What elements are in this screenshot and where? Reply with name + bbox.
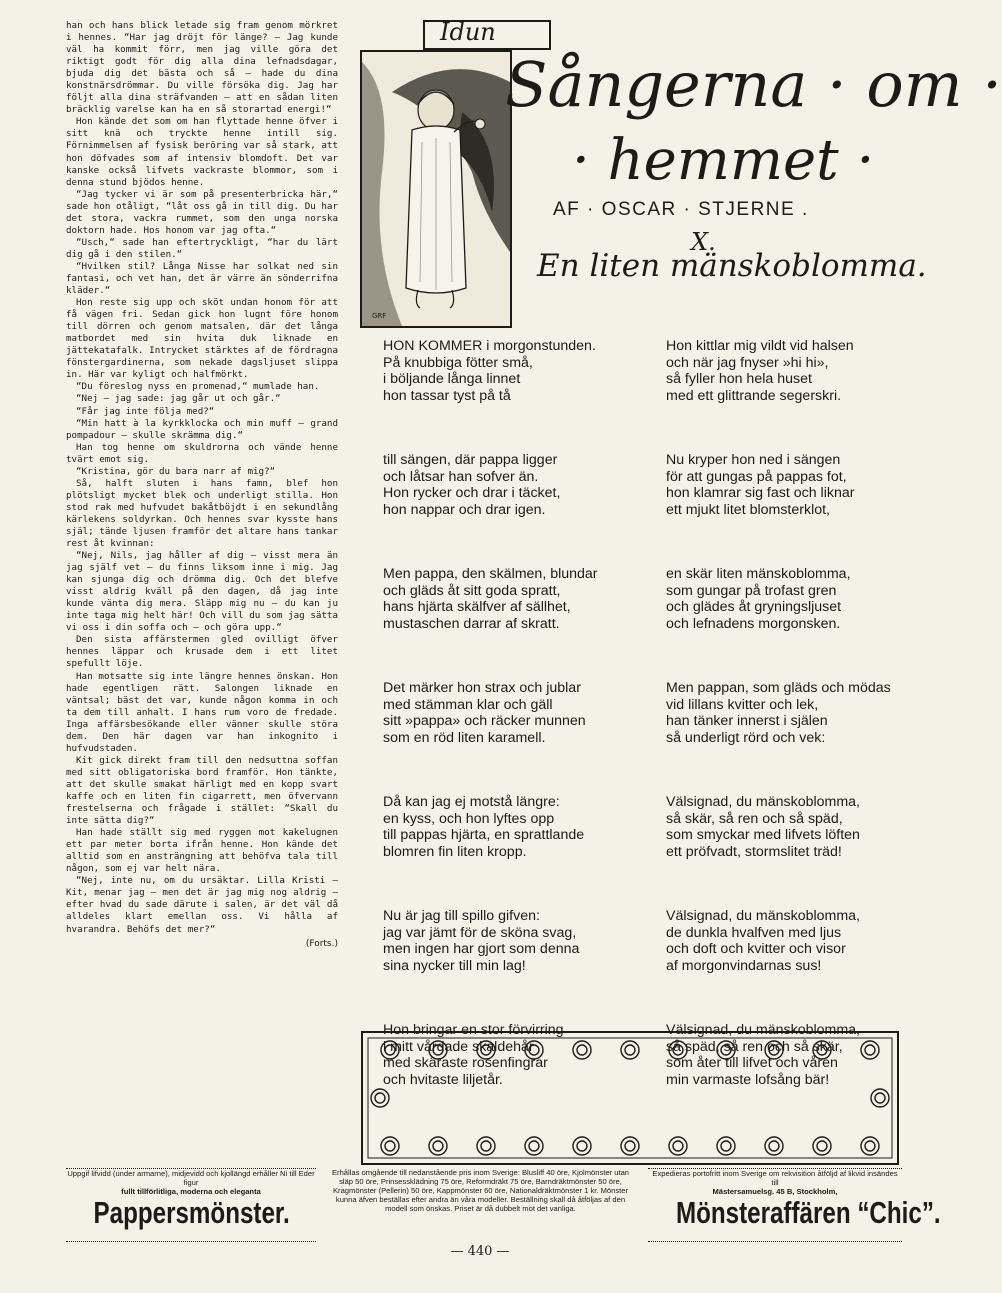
poem-line: Men pappa, den skälmen, blundar (383, 566, 598, 582)
poem-stanza (383, 908, 653, 974)
ad-left-tagline: fullt tillförlitliga, moderna och eleganta (121, 1187, 261, 1196)
poem-line: med skärastе rosenfingrar (383, 1055, 548, 1072)
story-paragraph: Den sista affärstermen gled ovilligt öfver hennes läppar och krusade dem i ett litet spefullt löje. (66, 634, 338, 670)
poem-line: hon nappar och drar igen. (383, 501, 546, 518)
poem-line: med stämman klar och gäll (383, 696, 553, 713)
story-paragraph: han och hans blick letade sig fram genom mörkret i hennes. “Har jag dröjt för länge? — Jag kunde väl ha kommit förr, men jag ville göra det riktigt godt för dig alla dina lefnadsdagar, bjuda dig det bästa och så — hade du dina konstnärsdrömmar. Du ville försöka dig. Jag har följt alla dina sträfvanden — att en sådan liten bräcklig varelse kan ha en så storartad energi!“ (66, 20, 338, 116)
poem-line: vid lillans kvitter och lek, (666, 696, 819, 713)
poem-line: men ingen har gjort som denna (383, 941, 580, 958)
poem-stanza (666, 452, 936, 518)
poem-line: han tänker innerst i själen (666, 713, 828, 730)
poem-line: ett mjukt litet blomsterklot, (666, 501, 830, 518)
poem-line: Nu kryper hon ned i sängen (666, 452, 841, 468)
poem-stanza (383, 566, 653, 632)
floral-border-ornament (360, 1030, 900, 1166)
author-line: AF · OSCAR · STJERNE . (553, 199, 809, 220)
poem-line: Hon kittlar mig vildt vid halsen (666, 338, 854, 354)
poem-line: Det märker hon strax och jublar (383, 680, 581, 696)
poem-line: Välsignad, du mänskoblomma, (666, 1022, 860, 1038)
poem-line: och gläds åt sitt goda spratt, (383, 582, 561, 599)
page-number: — 440 — (450, 1244, 510, 1259)
poem-line: af morgonvindarnas sus! (666, 957, 822, 974)
poem-line: min varmaste lofsång bär! (666, 1071, 830, 1088)
poem-line: till pappas hjärta, en sprattlande (383, 827, 585, 844)
poem-line: så späd, så ren och så skär, (666, 1038, 843, 1055)
story-paragraph: Hon reste sig upp och sköt undan honom för att få vägen fri. Sedan gick hon lugnt före honom till dörren och genom matsalen, där det långa matbordet med sin hvita duk liknade en jättekatafalk. Intrycket stärktes af de fördragna fönstergardinerna, som nekade dagsljuset slippa in. Här var kyligt och halfmörkt. (66, 297, 338, 381)
ad-right-address: Mästersamuelsg. 45 B, Stockholm, (712, 1187, 838, 1196)
poem-line: hon tassar tyst på tå (383, 387, 511, 404)
poem-line: hon klamrar sig fast och liknar (666, 485, 855, 502)
poem-line: de dunkla hvalfven med ljus (666, 924, 842, 941)
story-paragraph: “Hvilken stil? Långa Nisse har solkat ned sin fantasi, och vet han, det är värre än sönderrifna kläder.“ (66, 260, 338, 297)
poem-line: På knubbiga fötter små, (383, 354, 533, 371)
story-paragraph: Han tog henne om skuldrorna och vände henne tvärt emot sig. (66, 441, 338, 465)
poem-line: hans hjärta skälfver af sällhet, (383, 599, 571, 616)
poem-line: en kyss, och hon lyftes opp (383, 810, 555, 827)
poem-stanza (383, 338, 653, 404)
poem-line: som gungar på trofast gren (666, 582, 837, 599)
poem-line: Hon rycker och drar i täcket, (383, 485, 561, 502)
story-paragraph: “Min hatt à la kyrkklocka och min muff — grand pompadour — skulle skrämma dig.“ (66, 417, 338, 441)
poem-line: och när jag fnyser »hi hi», (666, 354, 829, 371)
poem-stanza (666, 680, 936, 746)
poem-line: och lefnadens morgonsken. (666, 615, 841, 632)
story-paragraph: “Usch,“ sade han eftertryckligt, “har du lärt dig gå i den stilen.“ (66, 236, 338, 260)
poem-line: så underligt rörd och vek: (666, 729, 826, 746)
story-paragraph: “Nej, inte nu, om du ursäktar. Lilla Kristi — Kit, menar jag — men det är jag mig nog aldrig — efter hvad du sade därute i salen, är det väl då alldeles klart emellan oss. Vi hålla af hvarandra. Behöfs det mer?“ (66, 875, 338, 935)
poem-line: Nu är jag till spillo gifven: (383, 908, 540, 924)
poem-stanza (666, 908, 936, 974)
poem-line: som smyckar med lifvets löften (666, 827, 860, 844)
ad-right-fineprint: Expedieras portofritt inom Sverige om rekvisition åtföljd af likvid insändes till (652, 1169, 898, 1187)
story-paragraph: “Nej — jag sade: jag går ut och går.“ (76, 393, 281, 405)
poem-line: mustaschen darrar af skratt. (383, 615, 560, 632)
poem-line: HON KOMMER i morgonstunden. (383, 338, 596, 354)
poem-line: Välsignad, du mänskoblomma, (666, 908, 860, 924)
ad-right-brand: Mönsteraffären “Chic”. (675, 1195, 941, 1230)
poem-line: en skär liten mänskoblomma, (666, 566, 851, 582)
ad-left-brand: Pappersmönster. (93, 1195, 290, 1230)
poem-line: sina nycker till min lag! (383, 957, 526, 974)
poem-line: i böljande långa linnet (383, 371, 521, 388)
poem-line: och doft och kvitter och visor (666, 941, 846, 958)
magazine-logo: Idun (440, 18, 496, 46)
poem-line: sitt »pappa» och räcker munnen (383, 713, 586, 730)
poem-line: och hvitaste liljetår. (383, 1071, 503, 1088)
poem-line: med ett glittrande segerskri. (666, 387, 842, 404)
poem-title-line2: · hemmet · (572, 128, 875, 193)
poem-stanza (666, 566, 936, 632)
poem-line: Men pappan, som gläds och mödas (666, 680, 891, 696)
ad-middle-text: Erhållas omgående till nedanstående pris inom Sverige: Blusliff 40 öre, Kjolmönster utan släp 50 öre, Prinsessklädning 75 öre, Reformdräkt 75 öre, Barndräktmönster 50 öre, Kragmönster (Pellerin) 50 öre, Kappmönster 60 öre, Nationaldräktmönster 1 kr. Mönster kunna äfven beställas efter andra än våra modeller. Beställning skall då åtföljas af den modell som önskas. Priset är då dubbelt mot det vanliga. (331, 1168, 630, 1213)
poem-line: Hon bringar en stor förvirring (383, 1022, 564, 1038)
poem-line: i mitt vårdade skaldehår (383, 1038, 534, 1055)
continued-marker: (Forts.) (305, 938, 338, 949)
poem-stanza (383, 794, 653, 860)
poem-line: till sängen, där pappa ligger (383, 452, 558, 468)
poem-line: och glädes åt gryningsljuset (666, 599, 842, 616)
poem-line: Då kan jag ej motstå längre: (383, 794, 560, 810)
advertisement-strip (66, 1168, 941, 1244)
story-paragraph: “Kristina, gör du bara narr af mig?“ (76, 465, 276, 477)
story-paragraph: Hon kände det som om han flyttade henne öfver i sitt knä och tryckte henne intill sig. Förnimmelsen af fysisk beröring var så stark, att hon döfvades som af intensiv blomdoft. Det var kanske också lifvets vackraste blommor, som i denna stund bjödos henne. (66, 116, 338, 188)
poem-line: och låtsar han sofver än. (383, 468, 539, 485)
poem-line: jag var jämt för de sköna svag, (383, 924, 577, 941)
story-paragraph: Han motsatte sig inte längre hennes önskan. Hon hade egentligen rätt. Salongen liknade en väntsal; bäst det var, kunde någon komma in och ta dem till anhalt. I hans rum voro de fredade. Inga affärsbesökande eller vänner skulle störa dem. Den här dagen var han inkognito i hufvudstaden. (66, 670, 338, 754)
poem-line: så skär, så ren och så späd, (666, 810, 843, 827)
poem-subtitle: En liten mänskoblomma. (537, 248, 927, 284)
poem-title-line1: Sångerna · om · (505, 48, 1002, 121)
poem-line: blomren fin liten kropp. (383, 843, 527, 860)
ad-middle (328, 1168, 633, 1240)
poem-stanza (383, 452, 653, 518)
story-paragraph: Så, halft sluten i hans famn, blef hon plötsligt mycket blek och underligt stilla. Hon stod rak med hufvudet bakåtböjdt i en sekundlång kärlekens soldyrkan. Och hennes svar kysste hans själ; tände ljusen framför det altare hans tankar rest åt kvinnan: (66, 477, 338, 550)
story-paragraph: “Jag tycker vi är som på presenterbricka här,“ sade hon otåligt, “låt oss gå in till dig. Du har det stora, vackra rummet, som den unga norska doktorn hade. Hos honom var jag ofta.“ (66, 188, 338, 236)
story-paragraph: “Får jag inte följa med?“ (76, 405, 215, 417)
poem-line: för att gungas på pappas fot, (666, 468, 847, 485)
poem-stanza (383, 680, 653, 746)
poem-line: så fyller hon hela huset (666, 371, 812, 388)
story-paragraph: “Nej, Nils, jag håller af dig — visst mera än jag själf vet — du finns liksom inne i mig. Jag kan sjunga dig och drömma dig. Och det blefve visst aldrig kväll på den dagen, då jag inte kunde vänta dig mera. Släpp mig nu — du kan ju inte taga mig helt här! Och vill du som jag sätta vi oss i din soffa och — och göra upp.“ (66, 550, 338, 634)
ad-right (648, 1168, 941, 1242)
poem-line: Välsignad, du mänskoblomma, (666, 794, 860, 810)
illustration-monogram: GRF (372, 312, 387, 320)
ad-left (66, 1168, 316, 1242)
poem-stanza (666, 338, 936, 404)
poem-stanza (666, 794, 936, 860)
story-paragraph: “Du föreslog nyss en promenad,“ mumlade han. (76, 381, 320, 393)
ad-left-fineprint: Uppgif lifvidd (under armarne), midjevidd och kjollängd erhåller Ni till Eder figur (67, 1169, 315, 1187)
poem-line: ett pröfvadt, stormslitet träd! (666, 843, 842, 860)
story-paragraph: Han hade ställt sig med ryggen mot kakelugnen ett par meter borta ifrån henne. Hon kände det alltid som en ansträngning att behöfva tala till någon, som ej var helt nära. (66, 827, 338, 875)
part-numeral: X. (691, 228, 716, 256)
story-column (66, 20, 338, 950)
poem-line: som åter till lifvet och våren (666, 1055, 838, 1072)
poem-line: som en röd liten karamell. (383, 729, 546, 746)
story-paragraph: Kit gick direkt fram till den nedsuttna soffan med sitt obligatoriska bord framför. Hon tänkte, att det skulle smakat härligt med en kopp svart kaffe och en liten fin cigarrett, men öfvervann frestelserna och frågade i stället: “Skall du inte sätta dig?“ (66, 754, 338, 827)
child-illustration (360, 50, 512, 328)
